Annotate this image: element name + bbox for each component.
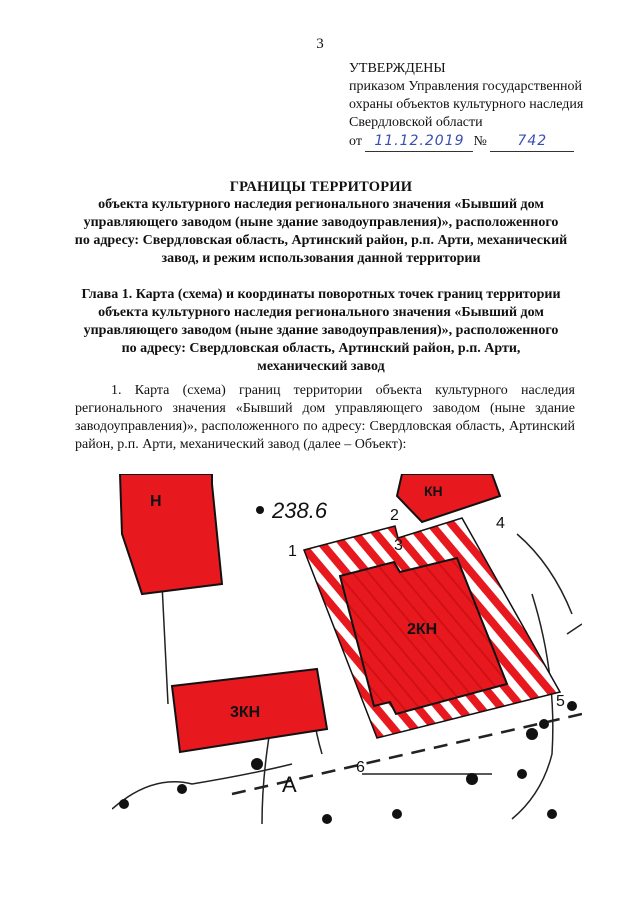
title-line-2: управляющего заводом (ныне здание заводоуправления)», расположенного: [83, 215, 559, 230]
label-3kn: 3КН: [230, 704, 261, 721]
building-kn: [397, 474, 500, 522]
label-2kn: 2КН: [407, 621, 438, 638]
chapter-line-1: Глава 1. Карта (схема) и координаты поворотных точек границ территории: [81, 287, 561, 302]
point-2-label: 2: [390, 507, 399, 524]
chapter-heading: [66, 286, 576, 376]
territory-boundary: [304, 518, 560, 738]
page-number: 3: [316, 36, 324, 52]
label-a: А: [282, 772, 297, 797]
title-line-1: объекта культурного наследия регионального значения «Бывший дом: [98, 197, 544, 212]
approval-date: 11.12.2019: [374, 133, 465, 149]
building-3kn: [172, 669, 327, 752]
point-6-label: 6: [356, 759, 365, 776]
point-4-label: 4: [496, 515, 505, 532]
chapter-line-5: механический завод: [257, 359, 385, 374]
chapter-line-4: по адресу: Свердловская область, Артинский район, р.п. Арти,: [121, 341, 521, 356]
elevation-label: 238.6: [272, 498, 328, 523]
chapter-line-3: управляющего заводом (ныне здание заводоуправления)», расположенного: [83, 323, 559, 338]
point-3-label: 3: [394, 537, 403, 554]
map-svg: [112, 474, 582, 824]
body-paragraph: 1. Карта (схема) границ территории объекта культурного наследия регионального значения «Бывший дом управляющего заводом (ныне здание заводоуправления)», расположенного по адресу: Свердловская область, Артинский район, р.п. Арти, механический завод (далее – Объект):: [75, 383, 575, 452]
point-5-label: 5: [556, 693, 565, 710]
boundary-map: [112, 474, 582, 824]
chapter-line-2: объекта культурного наследия регионального значения «Бывший дом: [98, 305, 544, 320]
label-n: Н: [150, 493, 162, 510]
approval-line-2: охраны объектов культурного наследия: [349, 97, 584, 112]
approval-heading: УТВЕРЖДЕНЫ: [349, 61, 446, 76]
approval-line-3: Свердловской области: [349, 115, 483, 130]
title-line-4: завод, и режим использования данной территории: [161, 251, 481, 266]
number-label: №: [473, 134, 487, 149]
point-1-label: 1: [288, 543, 297, 560]
approval-date-line: [349, 132, 629, 152]
approval-line-1: приказом Управления государственной: [349, 79, 583, 94]
from-label: от: [349, 134, 362, 149]
title-line-3: по адресу: Свердловская область, Артинский район, р.п. Арти, механический: [74, 233, 568, 248]
elevation-dot: [256, 506, 264, 514]
label-kn: КН: [424, 483, 443, 499]
approval-number: 742: [517, 133, 548, 149]
title-main: ГРАНИЦЫ ТЕРРИТОРИИ: [229, 179, 413, 195]
document-title: [66, 178, 576, 268]
building-n: [120, 474, 222, 594]
approval-stamp: [349, 60, 629, 152]
